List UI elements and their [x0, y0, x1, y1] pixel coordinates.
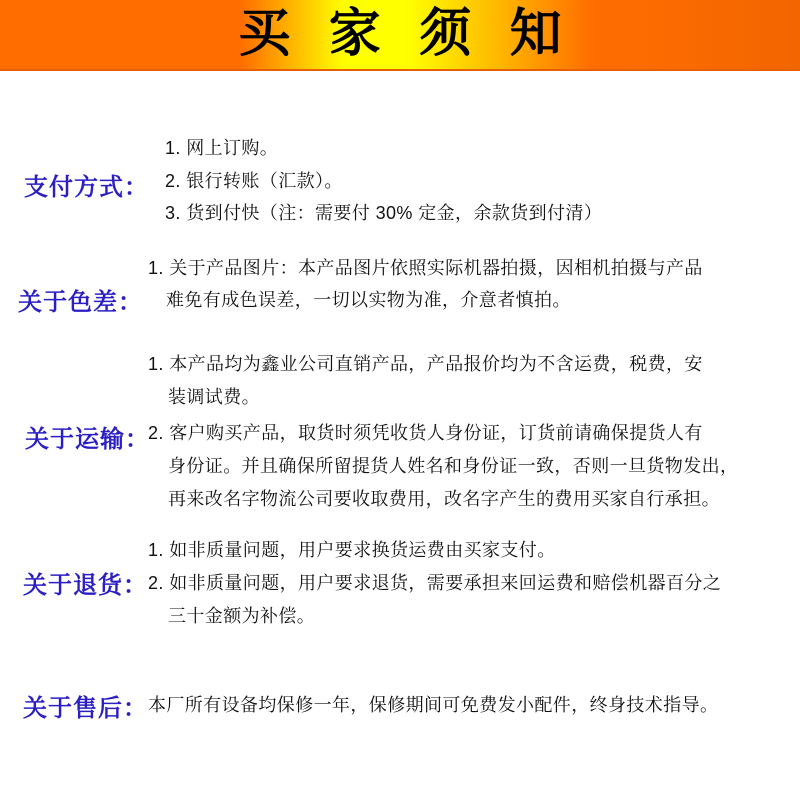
section-label-after-sales: 关于售后：	[23, 695, 148, 722]
header-banner	[0, 0, 800, 71]
payment-item-2: 2. 银行转账（汇款）。	[165, 171, 343, 191]
after-sales-text: 本厂所有设备均保修一年，保修期间可免费发小配件，终身技术指导。	[148, 695, 719, 715]
returns-line-3: 三十金额为补偿。	[168, 606, 316, 626]
shipping-line-4: 身份证。并且确保所留提货人姓名和身份证一致，否则一旦货物发出，	[168, 456, 739, 476]
section-label-color-diff: 关于色差：	[18, 289, 143, 316]
payment-item-1: 1. 网上订购。	[165, 138, 279, 158]
shipping-line-3: 2. 客户购买产品，取货时须凭收货人身份证，订货前请确保提货人有	[148, 423, 703, 443]
section-label-returns: 关于退货：	[23, 572, 148, 599]
returns-line-2: 2. 如非质量问题，用户要求退货，需要承担来回运费和赔偿机器百分之	[148, 573, 722, 593]
color-diff-line-1: 1. 关于产品图片：本产品图片依照实际机器拍摄，因相机拍摄与产品	[148, 258, 703, 278]
shipping-line-2: 装调试费。	[168, 387, 260, 407]
color-diff-line-2: 难免有成色误差，一切以实物为准，介意者慎拍。	[166, 290, 571, 310]
shipping-line-5: 再来改名字物流公司要收取费用，改名字产生的费用买家自行承担。	[168, 489, 720, 509]
section-label-shipping: 关于运输：	[25, 426, 150, 453]
banner-title: 买 家 须 知	[238, 5, 574, 63]
returns-line-1: 1. 如非质量问题，用户要求换货运费由买家支付。	[148, 540, 556, 560]
section-label-payment: 支付方式：	[24, 174, 149, 201]
shipping-line-1: 1. 本产品均为鑫业公司直销产品，产品报价均为不含运费，税费，安	[148, 354, 703, 374]
payment-item-3: 3. 货到付快（注：需要付 30% 定金，余款货到付清）	[165, 203, 603, 223]
